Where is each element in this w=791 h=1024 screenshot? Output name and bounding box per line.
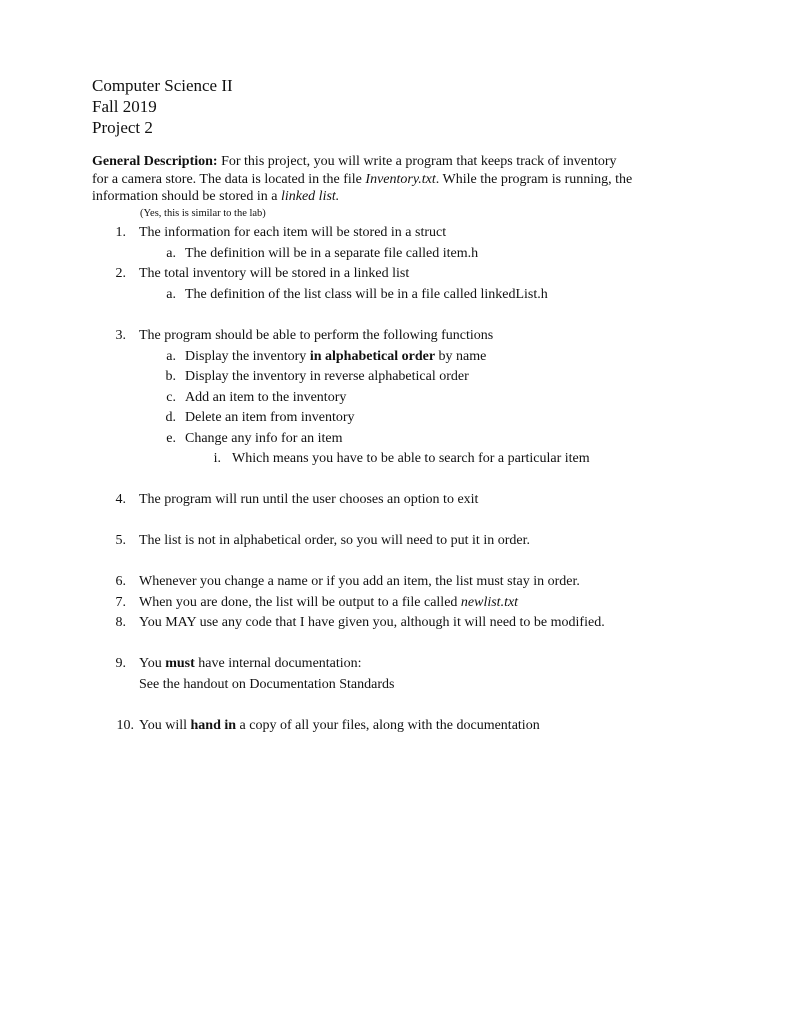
item-text: Whenever you change a name or if you add an item, the list must stay in order. bbox=[139, 574, 580, 589]
item-text: The total inventory will be stored in a linked list bbox=[139, 266, 410, 281]
item-number: a. bbox=[166, 246, 176, 261]
item-number: 9. bbox=[115, 656, 126, 671]
item-text: The program should be able to perform the following functions bbox=[139, 328, 494, 343]
item-text: The program will run until the user chooses an option to exit bbox=[139, 492, 479, 507]
item-text: Change any info for an item bbox=[185, 431, 343, 446]
inventory-file-name: Inventory.txt bbox=[365, 171, 436, 187]
item-text: Delete an item from inventory bbox=[185, 410, 355, 425]
item-text: The definition of the list class will be in a file called linkedList.h bbox=[185, 287, 548, 302]
general-description bbox=[92, 153, 712, 206]
item-text: See the handout on Documentation Standards bbox=[139, 677, 395, 692]
item-text-bold: must bbox=[165, 656, 195, 671]
item-text bbox=[185, 348, 486, 366]
linked-list-term: linked list. bbox=[280, 189, 340, 204]
output-file-name: newlist.txt bbox=[460, 595, 519, 610]
lab-note: (Yes, this is similar to the lab) bbox=[140, 208, 266, 219]
item-text-bold: hand in bbox=[190, 718, 237, 733]
course-title: Computer Science II bbox=[92, 76, 233, 95]
item-text-part: When you are done, the list will be output to a file called bbox=[139, 595, 461, 610]
description-line-1 bbox=[92, 153, 712, 171]
item-text bbox=[139, 717, 540, 735]
term-title: Fall 2019 bbox=[92, 97, 157, 116]
item-text-part: a copy of all your files, along with the documentation bbox=[236, 718, 540, 733]
item-text: The list is not in alphabetical order, so you will need to put it in order. bbox=[139, 533, 530, 548]
description-line-3-text: information should be stored in a bbox=[92, 189, 281, 204]
item-text: Display the inventory in reverse alphabetical order bbox=[185, 369, 469, 384]
item-text-part: You will bbox=[139, 718, 191, 733]
item-number: 4. bbox=[115, 492, 126, 507]
item-number: 10. bbox=[116, 718, 134, 733]
description-line-2-text-b: . While the program is running, the bbox=[435, 171, 633, 187]
item-text-bold: in alphabetical order bbox=[309, 349, 436, 364]
item-number: 8. bbox=[115, 615, 126, 630]
item-text bbox=[139, 655, 362, 673]
item-text-part: by name bbox=[435, 349, 487, 364]
item-text: You MAY use any code that I have given you, although it will need to be modified. bbox=[139, 615, 605, 630]
item-number: i. bbox=[213, 451, 221, 466]
description-label: General Description: bbox=[92, 154, 218, 169]
item-number: 5. bbox=[115, 533, 126, 548]
item-number: e. bbox=[166, 431, 176, 446]
item-number: c. bbox=[166, 390, 176, 405]
description-line-2-text-a: for a camera store. The data is located in the file bbox=[92, 171, 366, 187]
item-text-part: Display the inventory bbox=[185, 349, 310, 364]
item-text: Add an item to the inventory bbox=[185, 390, 347, 405]
item-number: b. bbox=[165, 369, 176, 384]
item-text-part: have internal documentation: bbox=[194, 656, 362, 671]
item-number: d. bbox=[165, 410, 176, 425]
item-text bbox=[139, 594, 518, 612]
item-text: The definition will be in a separate file called item.h bbox=[185, 246, 479, 261]
item-number: a. bbox=[166, 287, 176, 302]
item-text: The information for each item will be stored in a struct bbox=[139, 225, 447, 240]
item-number: 3. bbox=[115, 328, 126, 343]
item-number: 2. bbox=[115, 266, 126, 281]
item-number: a. bbox=[166, 349, 176, 364]
item-number: 6. bbox=[115, 574, 126, 589]
project-title: Project 2 bbox=[92, 118, 153, 137]
item-number: 7. bbox=[115, 595, 126, 610]
description-line-1-text: For this project, you will write a program that keeps track of inventory bbox=[217, 154, 617, 169]
description-line-3 bbox=[92, 188, 712, 206]
item-number: 1. bbox=[115, 225, 126, 240]
description-line-2 bbox=[92, 171, 712, 189]
item-text: Which means you have to be able to search for a particular item bbox=[232, 451, 590, 466]
item-text-part: You bbox=[139, 656, 166, 671]
